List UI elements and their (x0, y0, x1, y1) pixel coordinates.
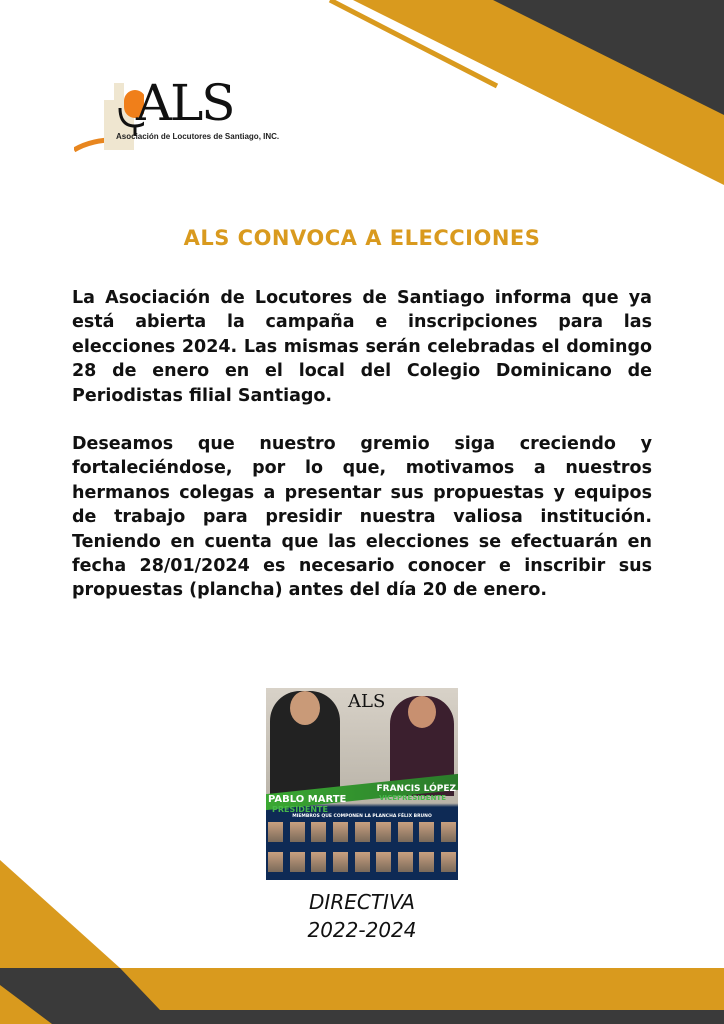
vp-role: VICEPRESIDENTE (379, 794, 446, 802)
logo-microphone-icon (74, 80, 144, 155)
caption-line: DIRECTIVA (309, 890, 415, 914)
vp-name: FRANCIS LÓPEZ (376, 784, 456, 794)
president-figure (270, 691, 340, 801)
photo-logo: ALS (348, 691, 386, 712)
page-title: ALS CONVOCA A ELECCIONES (183, 226, 541, 250)
paragraph: Deseamos que nuestro gremio siga creciendo y fortaleciéndose, por lo que, motivamos a nuestros hermanos colegas a presentar sus propuestas y equipos de trabajo para presidir nuestra valiosa institución. Teniendo en cuenta que las elecciones se efectuarán en fecha 28/01/2024 es necesario conocer e inscribir sus propuestas (plancha) antes del día 20 de enero. (72, 434, 652, 601)
president-name: PABLO MARTE (268, 794, 347, 805)
members-caption: MIEMBROS QUE COMPONEN LA PLANCHA FÉLIX BRUNO (292, 814, 432, 819)
als-logo (74, 74, 280, 155)
logo-text: ALS (136, 74, 234, 132)
president-role: PRESIDENTE (272, 805, 328, 814)
photo-caption (0, 888, 724, 944)
caption-years: 2022-2024 (307, 918, 417, 942)
candidates-photo (266, 688, 458, 880)
logo-subtitle: Asociación de Locutores de Santiago, INC. (116, 132, 280, 141)
members-row (268, 822, 456, 842)
members-row (268, 852, 456, 872)
paragraph: La Asociación de Locutores de Santiago informa que ya está abierta la campaña e inscripciones para las elecciones 2024. Las mismas serán celebradas el domingo 28 de enero en el local del Colegio Dominicano de Periodistas filial Santiago. (72, 288, 652, 406)
body-text (72, 286, 652, 627)
